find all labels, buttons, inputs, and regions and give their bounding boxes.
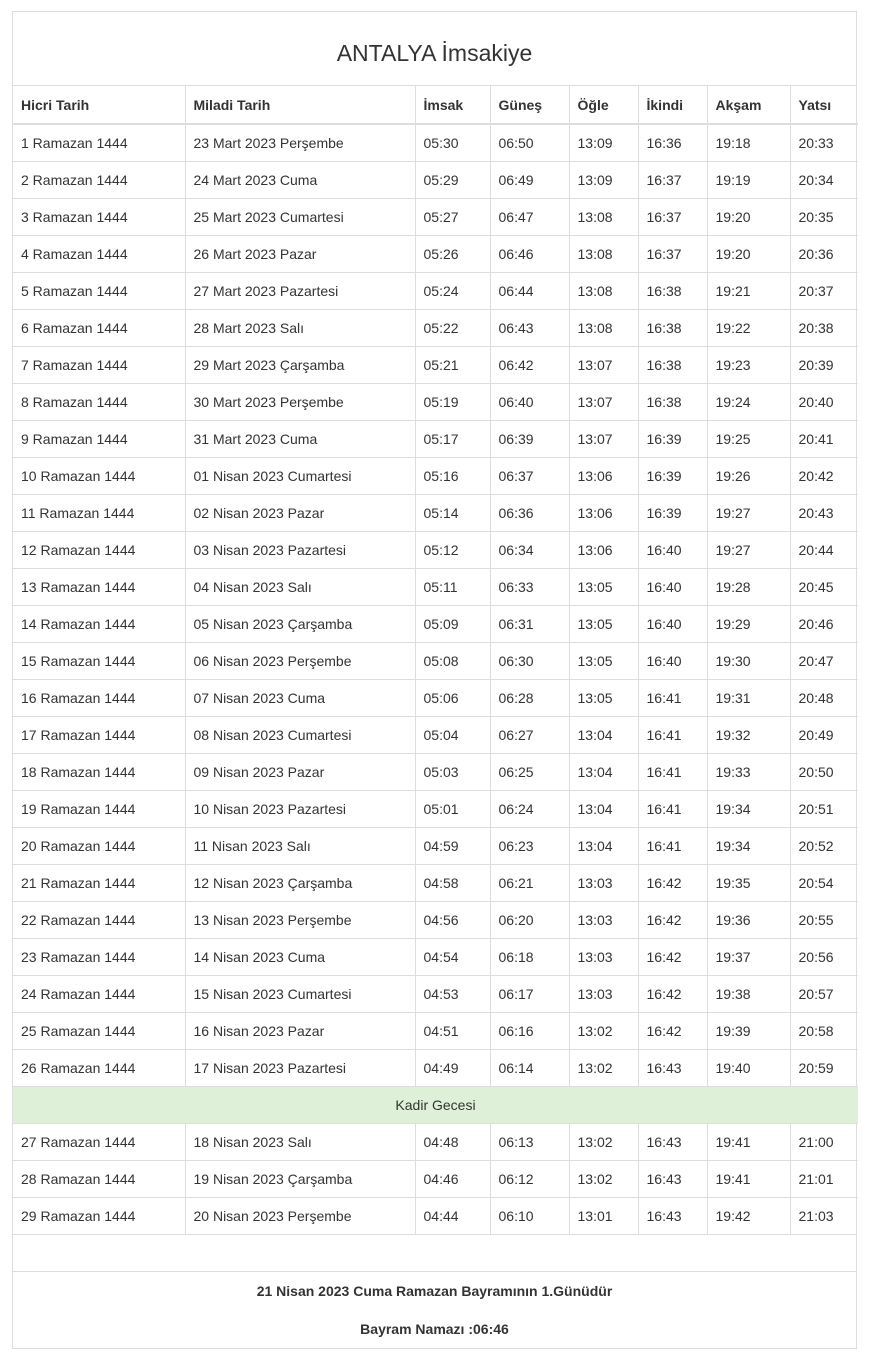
cell-ikindi: 16:42	[638, 1013, 707, 1050]
cell-ikindi: 16:37	[638, 162, 707, 199]
cell-imsak: 05:26	[415, 236, 490, 273]
cell-miladi-tarih: 19 Nisan 2023 Çarşamba	[185, 1161, 415, 1198]
cell-yatsi: 20:37	[790, 273, 858, 310]
cell-ikindi: 16:39	[638, 495, 707, 532]
cell-miladi-tarih: 08 Nisan 2023 Cumartesi	[185, 717, 415, 754]
cell-gunes: 06:50	[490, 124, 569, 162]
cell-ogle: 13:07	[569, 421, 638, 458]
cell-miladi-tarih: 11 Nisan 2023 Salı	[185, 828, 415, 865]
cell-ogle: 13:05	[569, 606, 638, 643]
cell-yatsi: 20:35	[790, 199, 858, 236]
cell-gunes: 06:27	[490, 717, 569, 754]
cell-aksam: 19:41	[707, 1124, 790, 1161]
cell-hicri-tarih: 17 Ramazan 1444	[13, 717, 185, 754]
cell-yatsi: 20:54	[790, 865, 858, 902]
table-row	[13, 902, 858, 939]
cell-yatsi: 20:40	[790, 384, 858, 421]
cell-miladi-tarih: 09 Nisan 2023 Pazar	[185, 754, 415, 791]
cell-aksam: 19:38	[707, 976, 790, 1013]
cell-miladi-tarih: 03 Nisan 2023 Pazartesi	[185, 532, 415, 569]
cell-miladi-tarih: 18 Nisan 2023 Salı	[185, 1124, 415, 1161]
cell-hicri-tarih: 2 Ramazan 1444	[13, 162, 185, 199]
cell-aksam: 19:41	[707, 1161, 790, 1198]
cell-hicri-tarih: 15 Ramazan 1444	[13, 643, 185, 680]
header-yatsi: Yatsı	[790, 86, 858, 124]
cell-ikindi: 16:42	[638, 939, 707, 976]
cell-gunes: 06:46	[490, 236, 569, 273]
cell-ikindi: 16:41	[638, 828, 707, 865]
cell-hicri-tarih: 24 Ramazan 1444	[13, 976, 185, 1013]
cell-ikindi: 16:41	[638, 754, 707, 791]
table-row	[13, 976, 858, 1013]
cell-hicri-tarih: 5 Ramazan 1444	[13, 273, 185, 310]
cell-yatsi: 20:36	[790, 236, 858, 273]
header-ikindi: İkindi	[638, 86, 707, 124]
kadir-gecesi-label: Kadir Gecesi	[13, 1087, 858, 1124]
cell-gunes: 06:33	[490, 569, 569, 606]
table-row	[13, 1013, 858, 1050]
cell-aksam: 19:20	[707, 199, 790, 236]
table-row	[13, 310, 858, 347]
cell-gunes: 06:23	[490, 828, 569, 865]
cell-imsak: 05:21	[415, 347, 490, 384]
cell-aksam: 19:27	[707, 532, 790, 569]
cell-gunes: 06:47	[490, 199, 569, 236]
cell-yatsi: 20:49	[790, 717, 858, 754]
table-row	[13, 273, 858, 310]
table-row	[13, 124, 858, 162]
table-row	[13, 717, 858, 754]
cell-ikindi: 16:40	[638, 606, 707, 643]
cell-imsak: 05:17	[415, 421, 490, 458]
table-row	[13, 939, 858, 976]
cell-aksam: 19:18	[707, 124, 790, 162]
cell-aksam: 19:20	[707, 236, 790, 273]
cell-ogle: 13:04	[569, 828, 638, 865]
cell-imsak: 04:49	[415, 1050, 490, 1087]
cell-ogle: 13:03	[569, 976, 638, 1013]
cell-ogle: 13:09	[569, 162, 638, 199]
cell-hicri-tarih: 6 Ramazan 1444	[13, 310, 185, 347]
cell-gunes: 06:12	[490, 1161, 569, 1198]
cell-hicri-tarih: 27 Ramazan 1444	[13, 1124, 185, 1161]
cell-yatsi: 20:51	[790, 791, 858, 828]
cell-gunes: 06:44	[490, 273, 569, 310]
cell-ogle: 13:06	[569, 495, 638, 532]
cell-hicri-tarih: 11 Ramazan 1444	[13, 495, 185, 532]
cell-ikindi: 16:43	[638, 1198, 707, 1235]
cell-aksam: 19:19	[707, 162, 790, 199]
cell-ogle: 13:08	[569, 310, 638, 347]
cell-aksam: 19:23	[707, 347, 790, 384]
cell-aksam: 19:22	[707, 310, 790, 347]
cell-yatsi: 20:33	[798, 135, 834, 151]
cell-gunes: 06:25	[490, 754, 569, 791]
cell-ikindi: 16:36	[638, 124, 707, 162]
cell-ogle: 13:08	[569, 199, 638, 236]
cell-ogle: 13:03	[569, 939, 638, 976]
cell-aksam: 19:25	[707, 421, 790, 458]
table-row	[13, 421, 858, 458]
header-gunes: Güneş	[490, 86, 569, 124]
cell-ikindi: 16:42	[638, 865, 707, 902]
cell-miladi-tarih: 02 Nisan 2023 Pazar	[185, 495, 415, 532]
header-aksam: Akşam	[707, 86, 790, 124]
cell-miladi-tarih: 06 Nisan 2023 Perşembe	[185, 643, 415, 680]
table-header-row	[13, 86, 858, 124]
cell-hicri-tarih: 16 Ramazan 1444	[13, 680, 185, 717]
cell-yatsi: 20:50	[790, 754, 858, 791]
cell-yatsi: 20:59	[790, 1050, 858, 1087]
cell-yatsi: 20:52	[790, 828, 858, 865]
cell-imsak: 05:09	[415, 606, 490, 643]
cell-miladi-tarih: 07 Nisan 2023 Cuma	[185, 680, 415, 717]
cell-gunes: 06:31	[490, 606, 569, 643]
imsakiye-table	[13, 86, 858, 1234]
cell-ogle: 13:06	[569, 532, 638, 569]
cell-yatsi: 20:55	[790, 902, 858, 939]
table-row	[13, 1050, 858, 1087]
cell-yatsi: 20:44	[790, 532, 858, 569]
cell-miladi-tarih: 23 Mart 2023 Perşembe	[185, 124, 415, 162]
bayram-text: 21 Nisan 2023 Cuma Ramazan Bayramının 1.Günüdür	[256, 1283, 613, 1299]
cell-miladi-tarih: 15 Nisan 2023 Cumartesi	[185, 976, 415, 1013]
cell-imsak: 05:08	[415, 643, 490, 680]
cell-hicri-tarih: 29 Ramazan 1444	[13, 1198, 185, 1235]
cell-gunes: 06:36	[490, 495, 569, 532]
cell-gunes: 06:10	[490, 1198, 569, 1235]
cell-aksam: 19:31	[707, 680, 790, 717]
table-row	[13, 791, 858, 828]
cell-aksam: 19:39	[707, 1013, 790, 1050]
cell-ogle: 13:04	[569, 717, 638, 754]
cell-imsak: 04:59	[415, 828, 490, 865]
cell-miladi-tarih: 30 Mart 2023 Perşembe	[185, 384, 415, 421]
cell-ogle: 13:02	[569, 1124, 638, 1161]
cell-imsak: 04:51	[415, 1013, 490, 1050]
table-row	[13, 569, 858, 606]
cell-ogle: 13:02	[569, 1161, 638, 1198]
cell-ikindi: 16:43	[638, 1124, 707, 1161]
cell-imsak: 05:19	[415, 384, 490, 421]
cell-miladi-tarih: 14 Nisan 2023 Cuma	[185, 939, 415, 976]
cell-ikindi: 16:41	[638, 791, 707, 828]
cell-miladi-tarih: 05 Nisan 2023 Çarşamba	[185, 606, 415, 643]
cell-gunes: 06:34	[490, 532, 569, 569]
cell-yatsi: 20:41	[790, 421, 858, 458]
cell-hicri-tarih: 28 Ramazan 1444	[13, 1161, 185, 1198]
cell-aksam: 19:29	[707, 606, 790, 643]
cell-ikindi: 16:40	[638, 643, 707, 680]
cell-gunes: 06:13	[490, 1124, 569, 1161]
cell-hicri-tarih: 14 Ramazan 1444	[13, 606, 185, 643]
table-row	[13, 680, 858, 717]
header-ogle: Öğle	[569, 86, 638, 124]
cell-aksam: 19:33	[707, 754, 790, 791]
cell-imsak: 05:14	[415, 495, 490, 532]
cell-ogle: 13:07	[569, 347, 638, 384]
cell-miladi-tarih: 29 Mart 2023 Çarşamba	[185, 347, 415, 384]
cell-aksam: 19:30	[707, 643, 790, 680]
cell-ikindi: 16:42	[638, 976, 707, 1013]
cell-ikindi: 16:38	[638, 310, 707, 347]
cell-imsak: 04:44	[415, 1198, 490, 1235]
cell-ikindi: 16:43	[638, 1161, 707, 1198]
cell-ogle: 13:09	[569, 124, 638, 162]
cell-gunes: 06:49	[490, 162, 569, 199]
cell-miladi-tarih: 31 Mart 2023 Cuma	[185, 421, 415, 458]
cell-hicri-tarih: 13 Ramazan 1444	[13, 569, 185, 606]
table-row	[13, 458, 858, 495]
cell-miladi-tarih: 10 Nisan 2023 Pazartesi	[185, 791, 415, 828]
cell-imsak: 05:27	[415, 199, 490, 236]
cell-gunes: 06:21	[490, 865, 569, 902]
cell-yatsi: 20:48	[790, 680, 858, 717]
table-row	[13, 347, 858, 384]
cell-ogle: 13:04	[569, 754, 638, 791]
cell-hicri-tarih: 3 Ramazan 1444	[13, 199, 185, 236]
header-miladi-tarih: Miladi Tarih	[185, 86, 415, 124]
cell-yatsi: 21:00	[790, 1124, 858, 1161]
cell-miladi-tarih: 16 Nisan 2023 Pazar	[185, 1013, 415, 1050]
cell-yatsi: 21:03	[790, 1198, 858, 1235]
cell-hicri-tarih: 21 Ramazan 1444	[13, 865, 185, 902]
cell-aksam: 19:36	[707, 902, 790, 939]
cell-imsak: 04:48	[415, 1124, 490, 1161]
cell-aksam: 19:37	[707, 939, 790, 976]
cell-ikindi: 16:40	[638, 569, 707, 606]
cell-hicri-tarih: 22 Ramazan 1444	[13, 902, 185, 939]
table-row	[13, 162, 858, 199]
cell-gunes: 06:24	[490, 791, 569, 828]
cell-gunes: 06:28	[490, 680, 569, 717]
cell-imsak: 05:01	[415, 791, 490, 828]
cell-ogle: 13:05	[569, 643, 638, 680]
cell-aksam: 19:28	[707, 569, 790, 606]
footer	[13, 1271, 856, 1348]
empty-row	[13, 1234, 856, 1271]
cell-ikindi: 16:39	[638, 421, 707, 458]
header-imsak: İmsak	[415, 86, 490, 124]
cell-gunes: 06:14	[490, 1050, 569, 1087]
cell-aksam: 19:27	[707, 495, 790, 532]
cell-miladi-tarih: 12 Nisan 2023 Çarşamba	[185, 865, 415, 902]
table-row	[13, 495, 858, 532]
cell-hicri-tarih: 1 Ramazan 1444	[13, 124, 185, 162]
cell-yatsi: 20:34	[790, 162, 858, 199]
cell-ogle: 13:04	[569, 791, 638, 828]
cell-hicri-tarih: 19 Ramazan 1444	[13, 791, 185, 828]
cell-gunes: 06:42	[490, 347, 569, 384]
cell-miladi-tarih: 25 Mart 2023 Cumartesi	[185, 199, 415, 236]
cell-ogle: 13:03	[569, 902, 638, 939]
cell-ikindi: 16:40	[638, 532, 707, 569]
cell-miladi-tarih: 01 Nisan 2023 Cumartesi	[185, 458, 415, 495]
table-row	[13, 1198, 858, 1235]
cell-miladi-tarih: 17 Nisan 2023 Pazartesi	[185, 1050, 415, 1087]
cell-ogle: 13:07	[569, 384, 638, 421]
cell-imsak: 04:53	[415, 976, 490, 1013]
cell-miladi-tarih: 24 Mart 2023 Cuma	[185, 162, 415, 199]
cell-gunes: 06:39	[490, 421, 569, 458]
cell-imsak: 05:24	[415, 273, 490, 310]
cell-aksam: 19:40	[707, 1050, 790, 1087]
cell-miladi-tarih: 26 Mart 2023 Pazar	[185, 236, 415, 273]
cell-ikindi: 16:43	[638, 1050, 707, 1087]
cell-yatsi: 20:42	[790, 458, 858, 495]
cell-miladi-tarih: 13 Nisan 2023 Perşembe	[185, 902, 415, 939]
cell-hicri-tarih: 8 Ramazan 1444	[13, 384, 185, 421]
cell-imsak: 04:56	[415, 902, 490, 939]
cell-yatsi: 20:45	[790, 569, 858, 606]
cell-ikindi: 16:38	[638, 347, 707, 384]
cell-ogle: 13:01	[569, 1198, 638, 1235]
cell-miladi-tarih: 04 Nisan 2023 Salı	[185, 569, 415, 606]
cell-gunes: 06:37	[490, 458, 569, 495]
cell-aksam: 19:24	[707, 384, 790, 421]
cell-yatsi: 21:01	[790, 1161, 858, 1198]
cell-yatsi: 20:38	[790, 310, 858, 347]
cell-hicri-tarih: 18 Ramazan 1444	[13, 754, 185, 791]
cell-gunes: 06:17	[490, 976, 569, 1013]
cell-miladi-tarih: 20 Nisan 2023 Perşembe	[185, 1198, 415, 1235]
cell-aksam: 19:34	[707, 791, 790, 828]
table-row	[13, 532, 858, 569]
cell-ogle: 13:08	[569, 273, 638, 310]
cell-gunes: 06:18	[490, 939, 569, 976]
kadir-gecesi-row	[13, 1087, 858, 1124]
cell-yatsi: 20:58	[790, 1013, 858, 1050]
cell-hicri-tarih: 7 Ramazan 1444	[13, 347, 185, 384]
cell-hicri-tarih: 23 Ramazan 1444	[13, 939, 185, 976]
table-row	[13, 236, 858, 273]
cell-aksam: 19:21	[707, 273, 790, 310]
table-row	[13, 865, 858, 902]
cell-imsak: 04:54	[415, 939, 490, 976]
cell-gunes: 06:40	[490, 384, 569, 421]
cell-imsak: 05:12	[415, 532, 490, 569]
cell-miladi-tarih: 28 Mart 2023 Salı	[185, 310, 415, 347]
cell-ogle: 13:03	[569, 865, 638, 902]
table-row	[13, 606, 858, 643]
cell-ikindi: 16:41	[638, 680, 707, 717]
cell-yatsi: 20:43	[790, 495, 858, 532]
cell-imsak: 04:58	[415, 865, 490, 902]
cell-hicri-tarih: 4 Ramazan 1444	[13, 236, 185, 273]
page-title: ANTALYA İmsakiye	[13, 12, 856, 86]
table-row	[13, 1124, 858, 1161]
cell-ogle: 13:06	[569, 458, 638, 495]
cell-imsak: 05:30	[415, 124, 490, 162]
cell-aksam: 19:32	[707, 717, 790, 754]
cell-ikindi: 16:41	[638, 717, 707, 754]
cell-imsak: 05:04	[415, 717, 490, 754]
cell-ikindi: 16:37	[638, 236, 707, 273]
table-row	[13, 754, 858, 791]
cell-gunes: 06:16	[490, 1013, 569, 1050]
cell-imsak: 05:16	[415, 458, 490, 495]
cell-yatsi: 20:56	[790, 939, 858, 976]
cell-hicri-tarih: 10 Ramazan 1444	[13, 458, 185, 495]
imsakiye-panel	[12, 11, 857, 1349]
cell-aksam: 19:34	[707, 828, 790, 865]
table-row	[13, 1161, 858, 1198]
cell-imsak: 05:29	[415, 162, 490, 199]
cell-imsak: 04:46	[415, 1161, 490, 1198]
cell-gunes: 06:30	[490, 643, 569, 680]
cell-yatsi: 20:46	[790, 606, 858, 643]
cell-ogle: 13:05	[569, 680, 638, 717]
header-hicri-tarih: Hicri Tarih	[13, 86, 185, 124]
cell-hicri-tarih: 26 Ramazan 1444	[13, 1050, 185, 1087]
cell-ogle: 13:02	[569, 1013, 638, 1050]
bayram-namazi-text: Bayram Namazı :06:46	[360, 1321, 509, 1337]
cell-imsak: 05:03	[415, 754, 490, 791]
cell-ogle: 13:02	[569, 1050, 638, 1087]
cell-ikindi: 16:38	[638, 384, 707, 421]
cell-ikindi: 16:42	[638, 902, 707, 939]
table-row	[13, 199, 858, 236]
cell-aksam: 19:42	[707, 1198, 790, 1235]
cell-ikindi: 16:39	[638, 458, 707, 495]
cell-yatsi: 20:57	[790, 976, 858, 1013]
cell-ogle: 13:05	[569, 569, 638, 606]
cell-hicri-tarih: 9 Ramazan 1444	[13, 421, 185, 458]
cell-aksam: 19:35	[707, 865, 790, 902]
cell-ikindi: 16:37	[638, 199, 707, 236]
cell-yatsi: 20:39	[790, 347, 858, 384]
cell-gunes: 06:43	[490, 310, 569, 347]
cell-imsak: 05:11	[415, 569, 490, 606]
cell-imsak: 05:06	[415, 680, 490, 717]
cell-miladi-tarih: 27 Mart 2023 Pazartesi	[185, 273, 415, 310]
table-row	[13, 643, 858, 680]
cell-hicri-tarih: 12 Ramazan 1444	[13, 532, 185, 569]
cell-ogle: 13:08	[569, 236, 638, 273]
table-row	[13, 828, 858, 865]
cell-hicri-tarih: 25 Ramazan 1444	[13, 1013, 185, 1050]
cell-hicri-tarih: 20 Ramazan 1444	[13, 828, 185, 865]
cell-ikindi: 16:38	[638, 273, 707, 310]
cell-aksam: 19:26	[707, 458, 790, 495]
cell-yatsi: 20:47	[790, 643, 858, 680]
table-row	[13, 384, 858, 421]
cell-imsak: 05:22	[415, 310, 490, 347]
cell-gunes: 06:20	[490, 902, 569, 939]
